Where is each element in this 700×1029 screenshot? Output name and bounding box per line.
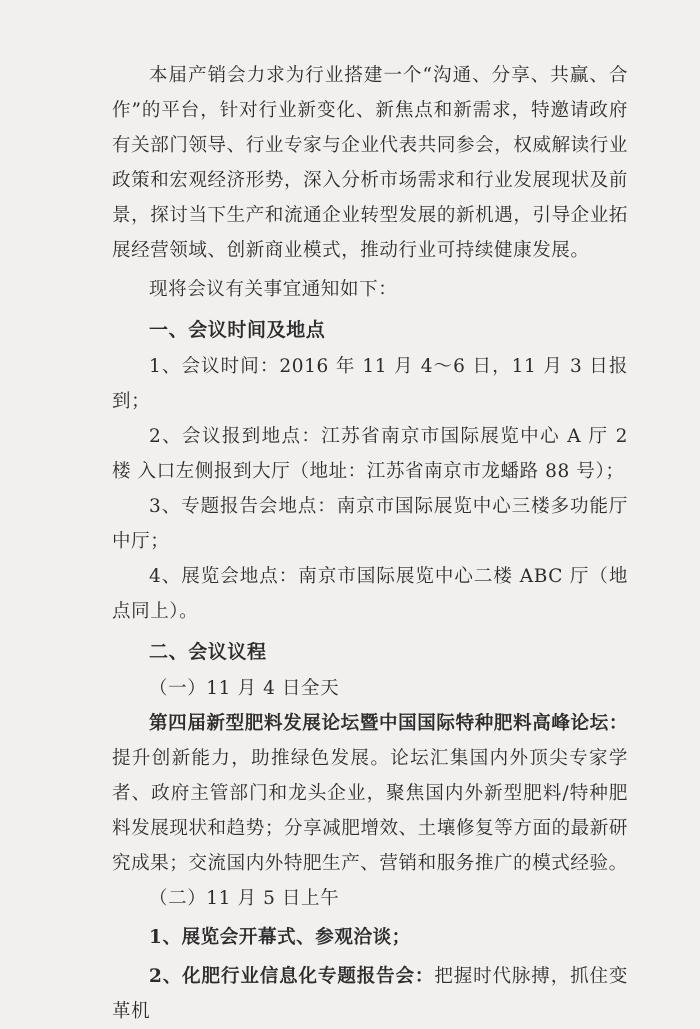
forum-title: 第四届新型肥料发展论坛暨中国国际特种肥料高峰论坛： [149,713,628,734]
forum-body: 提升创新能力，助推绿色发展。论坛汇集国内外顶尖专家学者、政府主管部门和龙头企业，聚焦国内外新型肥料/特种肥料发展现状和趋势；分享减肥增效、土壤修复等方面的最新研究成果；交流国内外特肥生产、营销和服务推广的模式经验。 [112,748,628,874]
intro-paragraph: 本届产销会力求为行业搭建一个“沟通、分享、共赢、合作”的平台，针对行业新变化、新焦点和新需求，特邀请政府有关部门领导、行业专家与企业代表共同参会，权威解读行业政策和宏观经济形势，深入分析市场需求和行业发展现状及前景，探讨当下生产和流通企业转型发展的新机遇，引导企业拓展经营领域、创新商业模式，推动行业可持续健康发展。 [112,65,628,261]
day2-label: （二）11 月 5 日上午 [149,888,340,909]
day2-item-2-body: 把握时代脉搏，抓住变革机 [112,966,628,1022]
section1-item-4: 4、展览会地点：南京市国际展览中心二楼 ABC 厅（地点同上）。 [112,566,628,622]
section1-heading: 一、会议时间及地点 [149,319,326,341]
day2-item-2-title: 2、化肥行业信息化专题报告会： [149,966,435,987]
forum-paragraph [112,706,628,881]
notice-line: 现将会议有关事宜通知如下： [149,279,398,300]
day2-item-2 [112,959,628,1029]
section2-heading: 二、会议议程 [149,641,267,663]
day2-item-1: 1、展览会开幕式、参观洽谈； [149,927,411,948]
section1-item-2: 2、会议报到地点：江苏省南京市国际展览中心 A 厅 2 楼 入口左侧报到大厅（地址：江苏省南京市龙蟠路 88 号）； [112,426,628,482]
section1-item-1: 1、会议时间：2016 年 11 月 4～6 日，11 月 3 日报到； [112,356,628,412]
day1-label: （一）11 月 4 日全天 [149,678,340,699]
section1-item-3: 3、专题报告会地点：南京市国际展览中心三楼多功能厅中厅； [112,496,628,552]
